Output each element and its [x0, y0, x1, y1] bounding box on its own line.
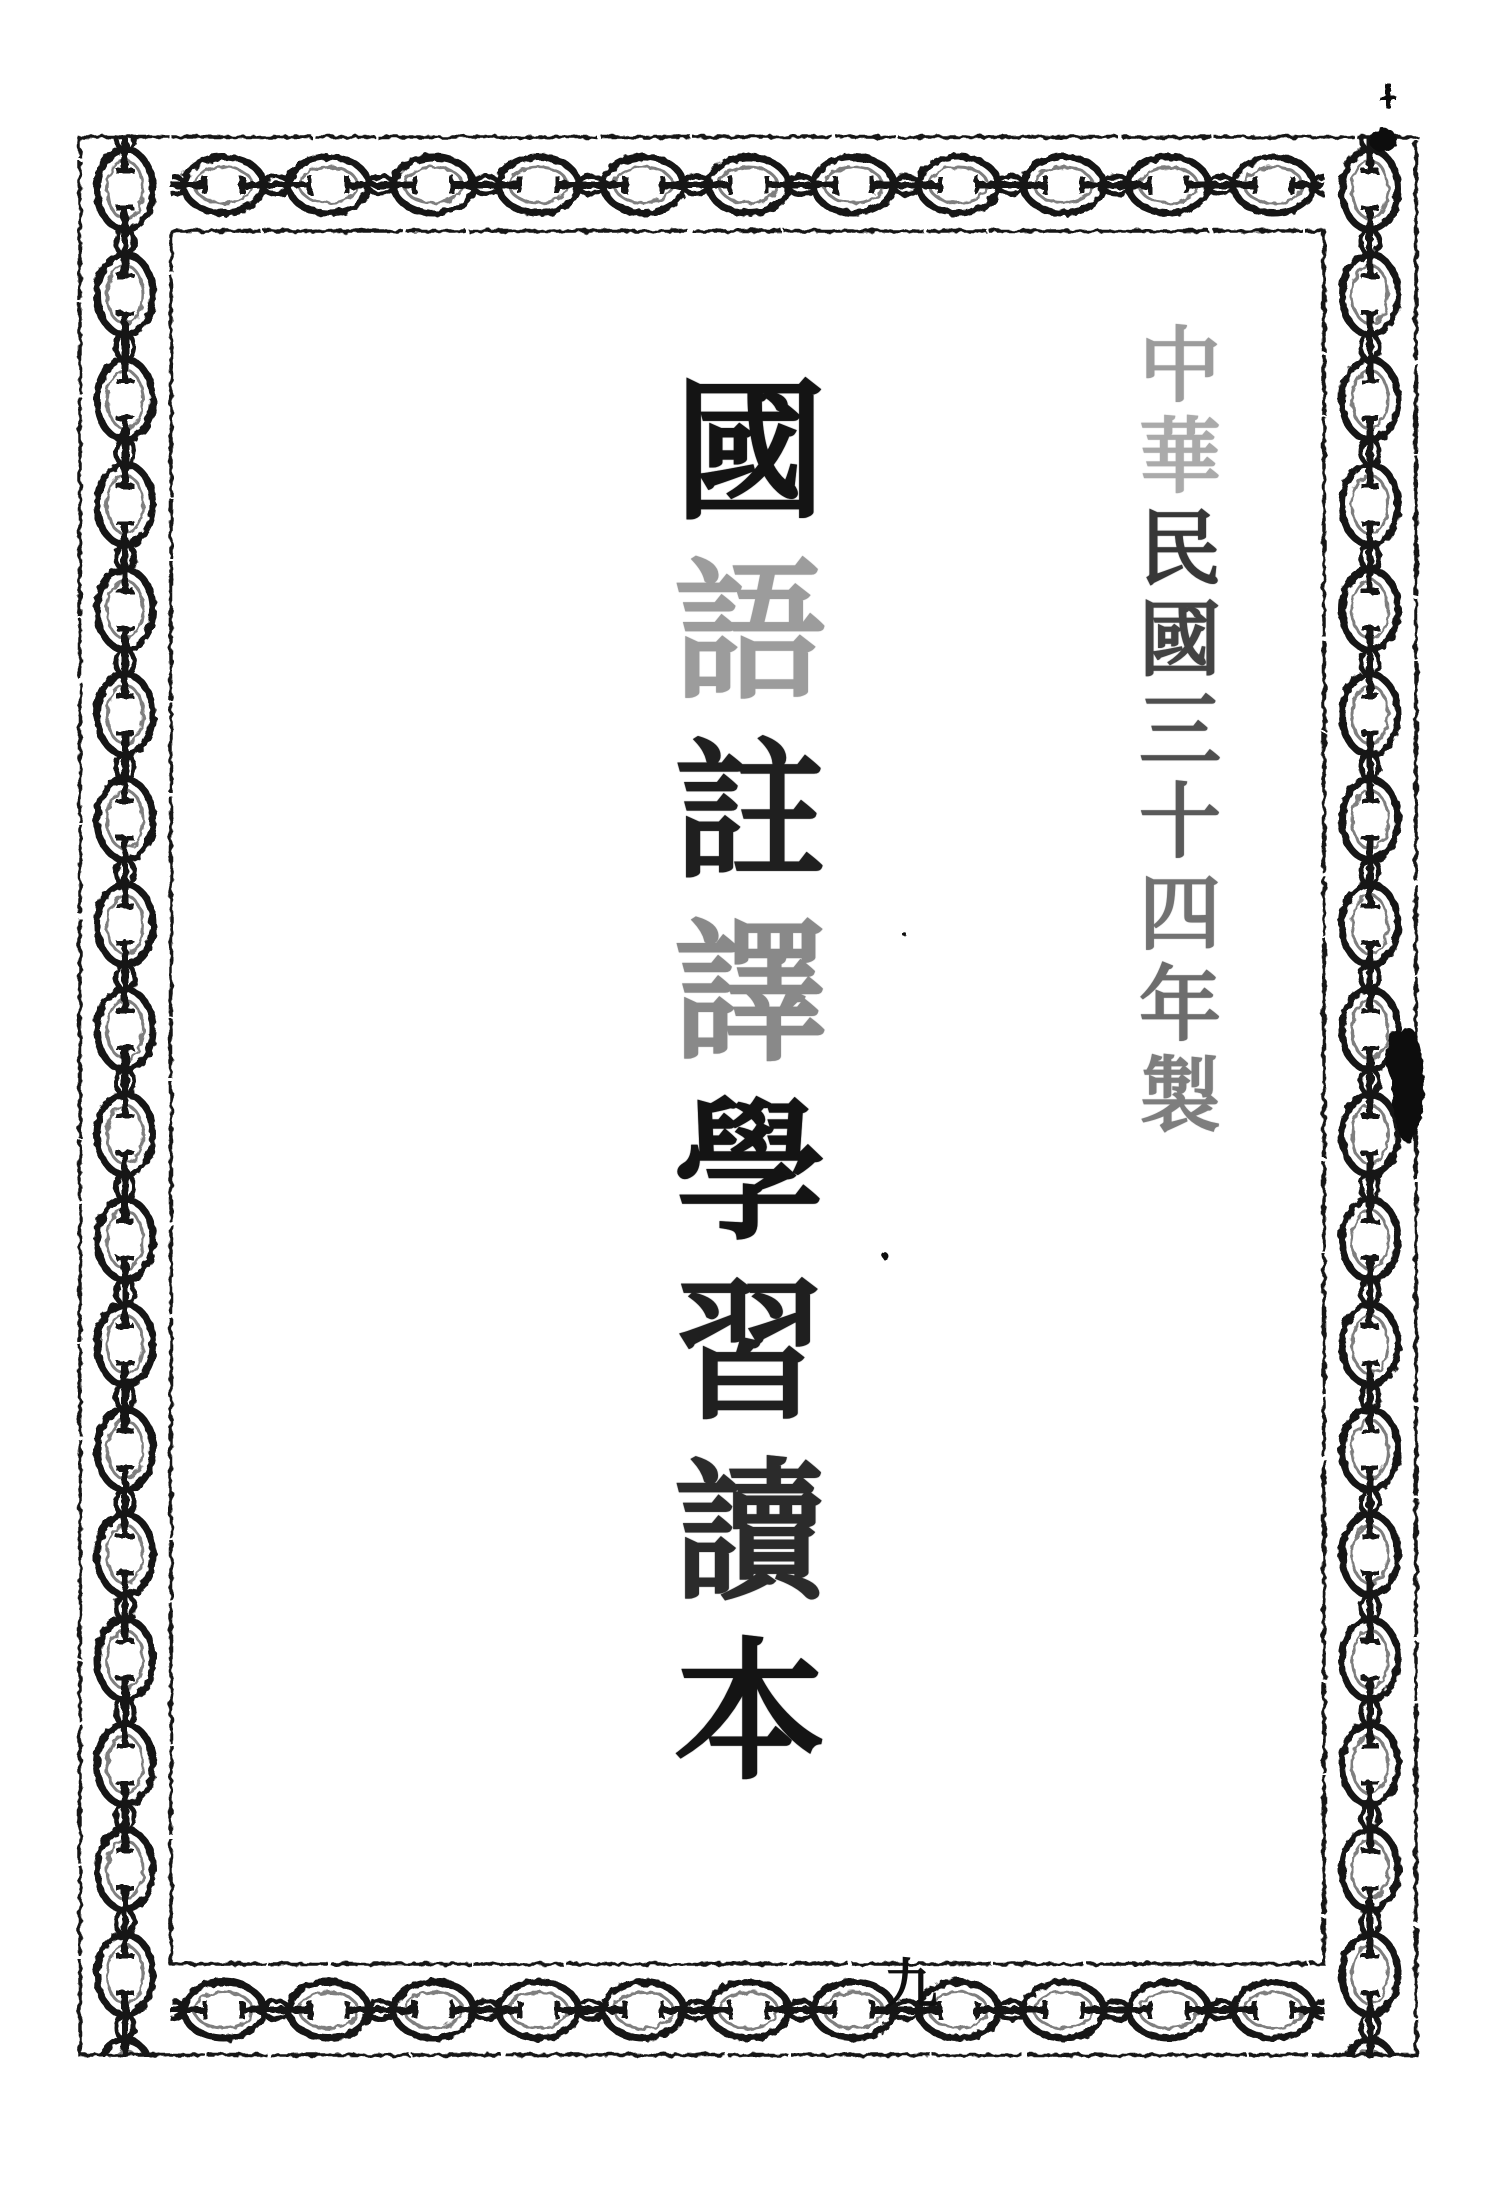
character-glyph: 註	[674, 730, 826, 898]
character-glyph: 製	[1138, 1051, 1221, 1142]
chain-band-left	[79, 137, 171, 2057]
character-glyph: 年	[1138, 959, 1221, 1051]
character-glyph: 學	[674, 1090, 826, 1258]
character-glyph: 民	[1138, 503, 1221, 595]
character-glyph: 譯	[674, 910, 826, 1078]
chain-band-bottom	[171, 1964, 1324, 2056]
character-glyph: 十	[1138, 777, 1221, 869]
character-glyph: 習	[674, 1270, 826, 1438]
folio-number: 九	[884, 1955, 938, 2015]
character-glyph: 國	[674, 370, 826, 538]
chain-band-top	[171, 139, 1324, 231]
character-glyph: 三	[1138, 686, 1221, 777]
character-glyph: 語	[674, 550, 826, 718]
character-glyph: 讀	[674, 1450, 826, 1618]
character-glyph: 四	[1138, 868, 1221, 960]
character-glyph: 本	[674, 1630, 826, 1798]
edition-year-line	[1132, 321, 1228, 1142]
character-glyph: 華	[1138, 412, 1221, 504]
character-glyph: 中	[1138, 321, 1221, 412]
character-glyph: 國	[1138, 594, 1221, 686]
book-title	[660, 370, 840, 1798]
